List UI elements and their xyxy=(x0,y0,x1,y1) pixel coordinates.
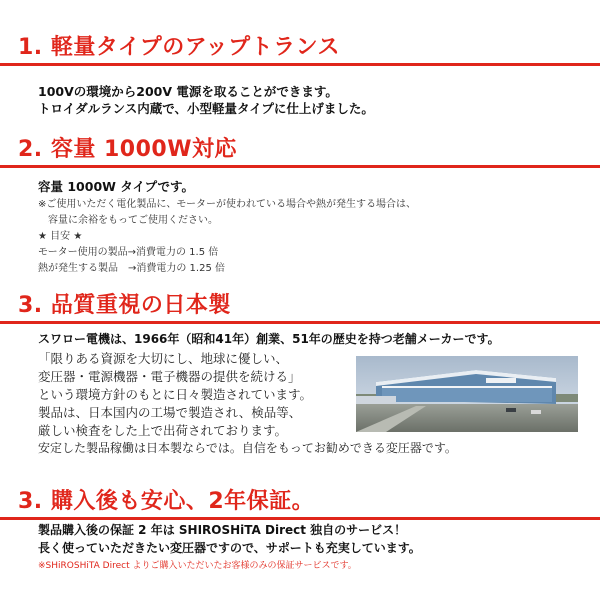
section-1-heading-bar xyxy=(0,26,600,66)
section-3-line-6: 安定した製品稼働は日本製ならでは。自信をもってお勧めできる変圧器です。 xyxy=(38,441,457,455)
factory-illustration xyxy=(356,356,578,432)
section-1-line-2: トロイダルランス内蔵で、小型軽量タイプに仕上げました。 xyxy=(38,101,374,116)
section-2-heading: 2. 容量 1000W対応 xyxy=(18,137,237,162)
section-3-line-3: という環境方針のもとに日々製造されています。 xyxy=(38,387,313,402)
section-2-lead: 容量 1000W タイプです。 xyxy=(38,179,195,194)
section-3-line-2: 変圧器・電源機器・電子機器の提供を続ける」 xyxy=(38,369,301,384)
section-2-note-3: ★ 目安 ★ xyxy=(38,231,83,242)
section-3-line-4: 製品は、日本国内の工場で製造され、検品等、 xyxy=(38,405,302,420)
section-2-note-2: 容量に余裕をもってご使用ください。 xyxy=(48,215,218,226)
factory-photo xyxy=(356,356,578,432)
section-1-heading: 1. 軽量タイプのアップトランス xyxy=(18,35,341,60)
section-3-line-1: 「限りある資源を大切にし、地球に優しい、 xyxy=(38,351,289,366)
section-3-lead: スワロー電機は、1966年（昭和41年）創業、51年の歴史を持つ老舗メーカーです。 xyxy=(38,332,500,346)
section-4-heading: 3. 購入後も安心、2年保証。 xyxy=(18,489,315,514)
section-4-heading-bar xyxy=(0,480,600,520)
section-3-line-5: 厳しい検査をした上で出荷されております。 xyxy=(38,423,288,438)
section-3-heading-bar xyxy=(0,284,600,324)
section-2-note-4: モーター使用の製品→消費電力の 1.5 倍 xyxy=(38,247,219,258)
section-2-heading-bar xyxy=(0,128,600,168)
section-3-heading: 3. 品質重視の日本製 xyxy=(18,293,231,318)
section-2-note-1: ※ご使用いただく電化製品に、モーターが使われている場合や熱が発生する場合は、 xyxy=(38,199,416,210)
section-1-line-1: 100Vの環境から200V 電源を取ることができます。 xyxy=(38,84,338,99)
section-2-note-5: 熱が発生する製品 →消費電力の 1.25 倍 xyxy=(38,263,226,274)
section-4-line-1: 製品購入後の保証 2 年は SHIROSHiTA Direct 独自のサービス！ xyxy=(38,523,407,537)
section-4-line-2: 長く使っていただきたい変圧器ですので、サポートも充実しています。 xyxy=(38,541,421,555)
section-4-note: ※SHiROSHiTA Direct よりご購入いただいたお客様のみの保証サービスです。 xyxy=(38,561,357,571)
